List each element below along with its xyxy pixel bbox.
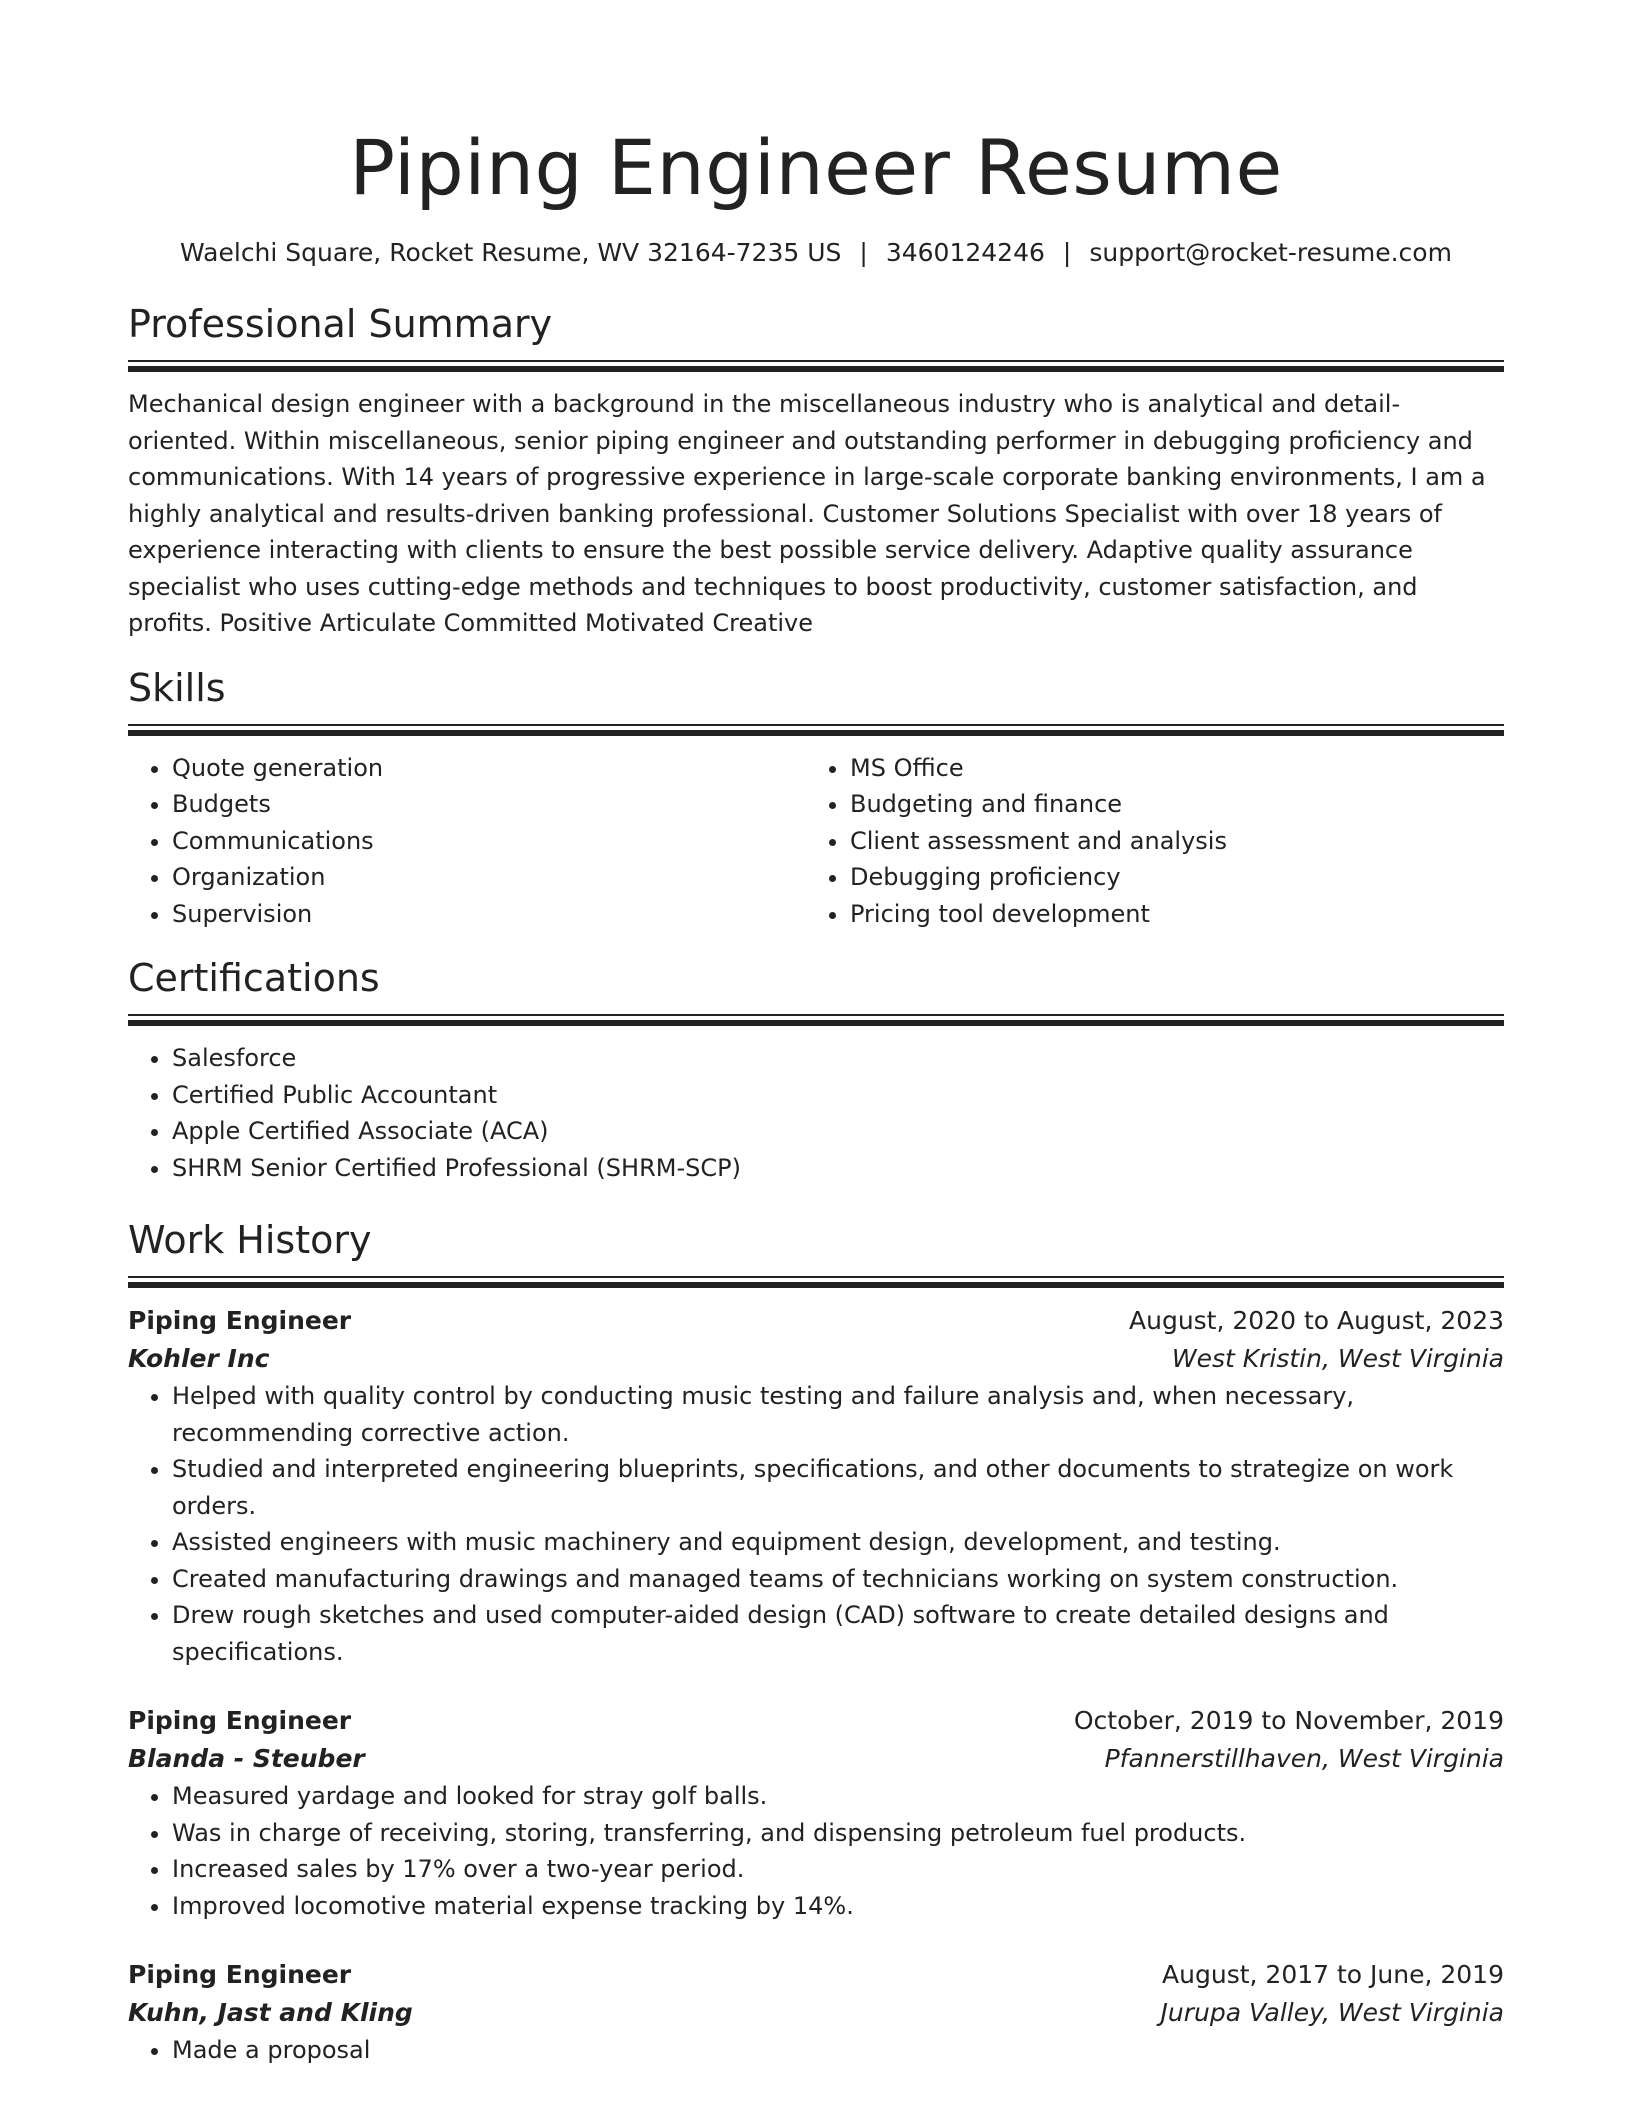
list-item: • Made a proposal: [172, 2032, 1504, 2069]
resume-title: Piping Engineer Resume: [349, 123, 1283, 212]
job-dates: August, 2017 to June, 2019: [1162, 1960, 1504, 1989]
contact-phone: 3460124246: [885, 238, 1045, 267]
list-item: • Budgeting and finance: [850, 786, 1484, 823]
job-title: Piping Engineer: [128, 1960, 352, 1989]
section-heading-work-history: Work History: [128, 1218, 372, 1262]
skills-section: [128, 664, 1504, 933]
job-header: [128, 1702, 1504, 1740]
list-item: • Studied and interpreted engineering blueprints, specifications, and other documents to strategize on work orders.: [172, 1451, 1504, 1524]
list-item: • Apple Certified Associate (ACA): [172, 1113, 1504, 1150]
list-item: • Debugging proficiency: [850, 859, 1484, 896]
work-history-section: [128, 1216, 1504, 2069]
job-bullets: [128, 1378, 1504, 1670]
section-heading-skills: Skills: [128, 665, 226, 710]
list-item: • Certified Public Accountant: [172, 1077, 1504, 1114]
job-company: Blanda - Steuber: [128, 1744, 365, 1773]
list-item: • Created manufacturing drawings and managed teams of technicians working on system construction.: [172, 1561, 1504, 1598]
job-subheader: [128, 1740, 1504, 1778]
job-location: Pfannerstillhaven, West Virginia: [1104, 1744, 1504, 1773]
section-heading-summary: Professional Summary: [128, 302, 553, 346]
list-item: • Supervision: [172, 896, 806, 933]
contact-line: [128, 236, 1504, 270]
job-company: Kuhn, Jast and Kling: [128, 1998, 413, 2027]
list-item: • Helped with quality control by conducting music testing and failure analysis and, when necessary, recommending corrective action.: [172, 1378, 1504, 1451]
job-company: Kohler Inc: [128, 1344, 270, 1373]
section-divider: [128, 1014, 1504, 1040]
job-bullets: [128, 2032, 1504, 2069]
job-header: [128, 1956, 1504, 1994]
list-item: • Organization: [172, 859, 806, 896]
list-item: • Increased sales by 17% over a two-year period.: [172, 1851, 1504, 1888]
job-entry: [128, 1702, 1504, 1924]
skills-list-right: [806, 750, 1484, 933]
job-bullets: [128, 1778, 1504, 1924]
list-item: • Was in charge of receiving, storing, transferring, and dispensing petroleum fuel products.: [172, 1815, 1504, 1852]
job-subheader: [128, 1340, 1504, 1378]
job-title: Piping Engineer: [128, 1306, 352, 1335]
skills-column-right: [806, 750, 1484, 933]
list-item: • MS Office: [850, 750, 1484, 787]
resume-page: [128, 0, 1504, 2069]
contact-separator: |: [859, 238, 868, 267]
list-item: • Salesforce: [172, 1040, 1504, 1077]
list-item: • Pricing tool development: [850, 896, 1484, 933]
job-subheader: [128, 1994, 1504, 2032]
certifications-list: [128, 1040, 1504, 1186]
list-item: • Improved locomotive material expense tracking by 14%.: [172, 1888, 1504, 1925]
section-divider: [128, 1276, 1504, 1302]
summary-text: Mechanical design engineer with a background in the miscellaneous industry who is analytical and detail-oriented. Within miscellaneous, senior piping engineer and outstanding performer in debugging proficiency and communications. With 14 years of progressive experience in large-scale corporate banking environments, I am a highly analytical and results-driven banking professional. Customer Solutions Specialist with over 18 years of experience interacting with clients to ensure the best possible service delivery. Adaptive quality assurance specialist who uses cutting-edge methods and techniques to boost productivity, customer satisfaction, and profits. Positive Articulate Committed Motivated Creative: [128, 390, 1486, 637]
job-location: West Kristin, West Virginia: [1171, 1344, 1504, 1373]
contact-email: support@rocket-resume.com: [1089, 238, 1452, 267]
section-divider: [128, 360, 1504, 386]
job-dates: October, 2019 to November, 2019: [1073, 1706, 1504, 1735]
section-divider: [128, 724, 1504, 750]
job-title: Piping Engineer: [128, 1706, 352, 1735]
skills-list-left: [128, 750, 806, 933]
list-item: • Budgets: [172, 786, 806, 823]
section-heading-certifications: Certifications: [128, 956, 380, 1000]
contact-address: Waelchi Square, Rocket Resume, WV 32164-7235 US: [180, 238, 842, 267]
job-header: [128, 1302, 1504, 1340]
contact-separator: |: [1062, 238, 1072, 267]
list-item: • Drew rough sketches and used computer-aided design (CAD) software to create detailed designs and specifications.: [172, 1597, 1504, 1670]
certifications-section: [128, 954, 1504, 1186]
summary-section: [128, 300, 1504, 642]
skills-column-left: [128, 750, 806, 933]
skills-grid: [128, 750, 1504, 933]
job-location: Jurupa Valley, West Virginia: [1160, 1998, 1504, 2027]
job-entry: [128, 1956, 1504, 2069]
job-entry: [128, 1302, 1504, 1670]
jobs-list: [128, 1302, 1504, 2069]
list-item: • Assisted engineers with music machinery and equipment design, development, and testing.: [172, 1524, 1504, 1561]
list-item: • Measured yardage and looked for stray golf balls.: [172, 1778, 1504, 1815]
list-item: • SHRM Senior Certified Professional (SHRM-SCP): [172, 1150, 1504, 1187]
job-dates: August, 2020 to August, 2023: [1129, 1306, 1504, 1335]
list-item: • Client assessment and analysis: [850, 823, 1484, 860]
list-item: • Communications: [172, 823, 806, 860]
list-item: • Quote generation: [172, 750, 806, 787]
